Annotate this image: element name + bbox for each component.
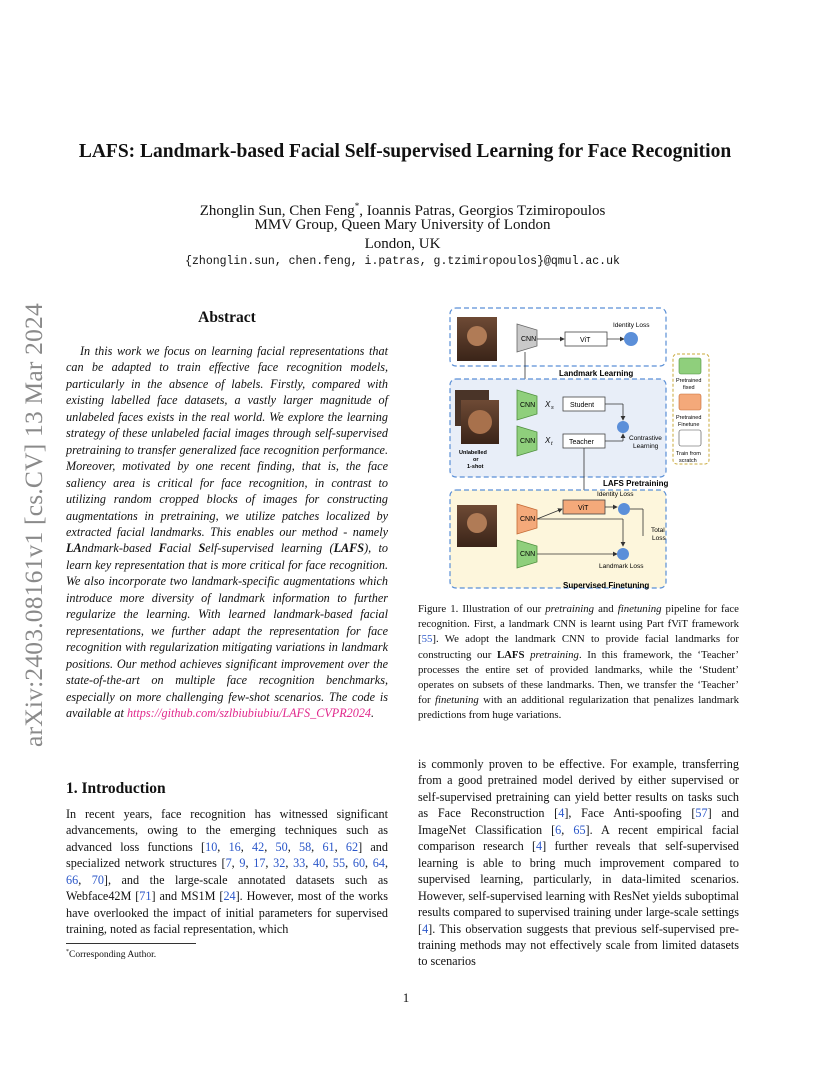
caption-part: with an additional regularization that penalizes landmark predictions from huge variations.: [418, 694, 739, 722]
intro-part-1: In recent years, face recognition has witnessed significant advancements, owing to the emerging techniques such as advanced loss functions [: [66, 807, 388, 854]
footnote-mark: *: [66, 949, 69, 955]
citation[interactable]: 4: [536, 839, 543, 854]
legend-finetune: Finetune: [678, 422, 700, 428]
supervised-finetuning-label: Supervised Finetuning: [563, 581, 650, 590]
intro-part-2: ] and specialized network structures [: [66, 839, 388, 871]
contrastive-label: Contrastive: [629, 435, 662, 442]
vit-label: ViT: [580, 337, 591, 344]
citation[interactable]: 42: [252, 839, 265, 854]
name-ndmark: ndmark-based: [81, 541, 159, 556]
footnote-text: Corresponding Author.: [69, 950, 157, 961]
arxiv-stamp: [8, 285, 60, 765]
intro-part-4: ] and MS1M [: [151, 889, 224, 904]
page-number: 1: [402, 990, 410, 1005]
citation[interactable]: 61: [322, 839, 335, 854]
citation[interactable]: 66: [66, 872, 79, 887]
affiliation: MMV Group, Queen Mary University of London: [254, 217, 551, 233]
loss-label: Loss: [652, 535, 666, 542]
intro-part-3: ], and the large-scale annotated datasets such as Webface42M [: [66, 872, 388, 904]
citation[interactable]: 62: [345, 839, 359, 854]
pipeline-diagram: [447, 306, 713, 592]
or-label: or: [473, 457, 479, 463]
legend-swatch-scratch: [679, 430, 701, 446]
loss-node: [618, 503, 630, 515]
citation[interactable]: 55: [332, 856, 346, 871]
intro-text: In recent years, face recognition has witnessed significant advancements, owing to the emerging techniques such as advanced loss functions [10, 16, 42, 50, 58, 61, 62] and specialized network structures [7, 9, 17, 32, 33, 40, 55, 60, 64, 66, 70], and the large-scale annotated datasets such as Webface42M [71] and MS1M [24]. However, most of the works have overlooked the impact of initial parameters for supervised training, noted as facial representation, which: [66, 807, 388, 937]
vit-label: ViT: [578, 505, 589, 512]
teacher-label: Teacher: [569, 439, 594, 446]
right-part-4: ]. A recent empirical facial comparison research [: [418, 822, 740, 854]
citation[interactable]: 70: [91, 872, 104, 887]
citation[interactable]: 9: [239, 856, 246, 871]
identity-loss-label: Identity Loss: [613, 322, 650, 329]
legend-pretrained: Pretrained: [676, 415, 702, 421]
abstract-end: .: [371, 705, 375, 720]
cnn-label: CNN: [520, 516, 536, 523]
citation[interactable]: 64: [372, 856, 385, 871]
abstract-part-2: ), to learn key representation that is more critical for face recognition. We also incorporate two landmark-specific augmentations which introduce more diversity of landmark information to further regularize the learning. With learned landmark-based facial representations, we further adapt the representation for face recognition with regularization mitigating variations in landmark positions. Our method achieves significant improvement over the state-of-the-art on multiple face recognition benchmarks, especially on more challenging few-shot scenarios. The code is available at: [66, 541, 388, 720]
citation[interactable]: 16: [228, 839, 241, 854]
face-image-icon: [467, 513, 487, 533]
code-link[interactable]: https://github.com/szlbiubiubiu/LAFS_CVPR2024: [126, 705, 372, 720]
caption-italic: finetuning: [617, 603, 662, 615]
location: London, UK: [364, 236, 441, 252]
arxiv-stamp-text: arXiv:2403.08161v1 [cs.CV] 13 Mar 2024: [19, 303, 48, 747]
identity-loss-label: Identity Loss: [597, 491, 634, 498]
xs-label: X: [545, 400, 551, 409]
citation[interactable]: 6: [555, 822, 562, 837]
abstract-part-1: In this work we focus on learning facial representations that can be adapted to train effective face recognition models, particularly in the absence of labels. Firstly, compared with existing labelled face datasets, a vastly larger magnitude of unlabeled faces exists in the real world. We explore the learning strategy of these unlabeled facial images through self-supervised pretraining to transfer generalized face recognition performance. Moreover, motivated by one recent finding, that is, the face saliency area is critical for face recognition, in contrast to utilizing random cropped blocks of images for constructing augmentations in pretraining, we utilize patches localized by extracted facial landmarks. This enables our method - namely: [66, 344, 388, 539]
author-names-pre: Zhonglin Sun, Chen Feng: [199, 203, 355, 219]
name-elf: elf-supervised learning (: [205, 541, 334, 556]
caption-part: . In this framework, the ‘Teacher’ processes the entire set of provided landmarks, while the ‘Student’ operates on subsets of these landmarks. Then, we transfer the ‘Teacher’ for: [418, 648, 739, 707]
author-mark: *: [354, 201, 360, 211]
caption-bold: LAFS: [496, 648, 525, 661]
name-la: LA: [66, 541, 82, 556]
citation[interactable]: 57: [695, 806, 708, 821]
paper-title: LAFS: Landmark-based Facial Self-supervised Learning for Face Recognition: [78, 141, 732, 162]
right-column-text: is commonly proven to be effective. For example, transferring from a good pretrained model derived by either supervised or self-supervised pretraining can yield better results on tasks such as Face Reconstruction [4], Face Anti-spoofing [57] and ImageNet Classification [6, 65]. A recent empirical facial comparison research [4] further reveals that self-supervised learning is able to bring much improvement compared to supervised learning, particularly, in data-limited scenarios. However, self-supervised learning with ResNet yields suboptimal results compared to supervised training under large-scale settings [4]. This observation suggests that previous self-supervised pre-training methods may not effectively scale from limited datasets to scenarios: [418, 757, 740, 969]
intro-part-5: ]. However, most of the works have overlooked the impact of initial parameters for supervised training, noted as facial representation, which: [66, 889, 388, 937]
citation[interactable]: 40: [313, 856, 326, 871]
legend-fixed: fixed: [683, 385, 695, 391]
landmark-loss-label: Landmark Loss: [599, 563, 644, 570]
citation[interactable]: 65: [573, 822, 586, 837]
one-shot-label: 1-shot: [467, 464, 484, 470]
citation[interactable]: 50: [275, 839, 288, 854]
citation[interactable]: 32: [273, 856, 286, 871]
cnn-label: CNN: [520, 402, 536, 409]
cnn-label: CNN: [520, 551, 536, 558]
name-s: S: [198, 541, 206, 556]
xs-sub: s: [551, 405, 554, 411]
citation[interactable]: 33: [293, 856, 306, 871]
student-label: Student: [570, 402, 595, 409]
cnn-label: CNN: [520, 438, 536, 445]
pipeline-figure: [447, 306, 713, 592]
figure-caption: [418, 602, 739, 724]
total-label: Total: [651, 527, 665, 534]
learning-label: Learning: [633, 443, 659, 450]
lafs-pretraining-label: LAFS Pretraining: [603, 479, 669, 488]
caption-italic: finetuning: [434, 694, 479, 707]
abstract-heading: Abstract: [198, 309, 256, 326]
author-names-post: , Ioannis Patras, Georgios Tzimiropoulos: [359, 203, 606, 219]
loss-node: [624, 332, 638, 346]
xt-sub: t: [551, 441, 553, 447]
citation[interactable]: 7: [225, 856, 232, 871]
citation[interactable]: 4: [422, 921, 429, 936]
citation[interactable]: 4: [558, 806, 565, 821]
caption-part: Figure 1. Illustration of our: [418, 603, 546, 615]
abstract-text: [66, 343, 388, 721]
loss-node: [617, 548, 629, 560]
right-part-5: ] further reveals that self-supervised learning is able to bring much improvement compared to supervised learning, particularly, in data-limited scenarios. However, self-supervised learning with ResNet yields suboptimal results compared to supervised training under large-scale settings [: [418, 839, 739, 936]
caption-italic: pretraining: [530, 648, 579, 661]
caption-part: pipeline for face recognition. First, a landmark CNN is learnt using Part fViT framework [: [418, 603, 739, 646]
face-image-icon: [467, 326, 487, 346]
legend-train-from: Train from: [676, 451, 701, 457]
unlabelled-label: Unlabelled: [459, 450, 487, 456]
right-part-1: is commonly proven to be effective. For example, transferring from a good pretrained model derived by either supervised or self-supervised pretraining can yield better results on tasks such as Face Reconstruction [: [418, 757, 739, 821]
intro-heading: 1. Introduction: [66, 780, 166, 797]
caption-italic: pretraining: [545, 603, 595, 615]
caption-part: ]. We adopt the landmark CNN to provide facial landmarks for constructing our: [418, 633, 739, 661]
loss-node: [617, 421, 629, 433]
landmark-learning-label: Landmark Learning: [559, 369, 634, 378]
citation[interactable]: 60: [352, 856, 366, 871]
citation[interactable]: 71: [139, 889, 152, 904]
right-part-6: ]. This observation suggests that previous self-supervised pre-training methods may not effectively scale from limited datasets to scenarios: [418, 921, 739, 969]
author-email: {zhonglin.sun, chen.feng, i.patras, g.tzimiropoulos}@qmul.ac.uk: [185, 255, 620, 268]
face-image-icon: [468, 410, 492, 434]
legend-scratch: scratch: [679, 458, 697, 464]
legend-swatch-finetune: [679, 394, 701, 410]
name-acial: acial: [166, 541, 199, 556]
name-lafs: LAFS: [333, 541, 365, 556]
citation[interactable]: 10: [205, 839, 218, 854]
citation[interactable]: 17: [253, 856, 266, 871]
right-part-3: ] and ImageNet Classification [: [418, 806, 739, 837]
legend-pretrained: Pretrained: [676, 378, 702, 384]
footnote-divider: [66, 943, 196, 944]
citation[interactable]: 58: [298, 839, 312, 854]
caption-part: and: [594, 603, 618, 615]
citation[interactable]: 55: [421, 633, 433, 646]
footnote: [66, 949, 156, 960]
xt-label: X: [545, 436, 551, 445]
cnn-label: CNN: [521, 336, 537, 343]
name-f: F: [158, 541, 167, 556]
citation[interactable]: 24: [223, 889, 236, 904]
legend-swatch-pretrained: [679, 358, 701, 374]
right-part-2: ], Face Anti-spoofing [: [564, 806, 696, 821]
